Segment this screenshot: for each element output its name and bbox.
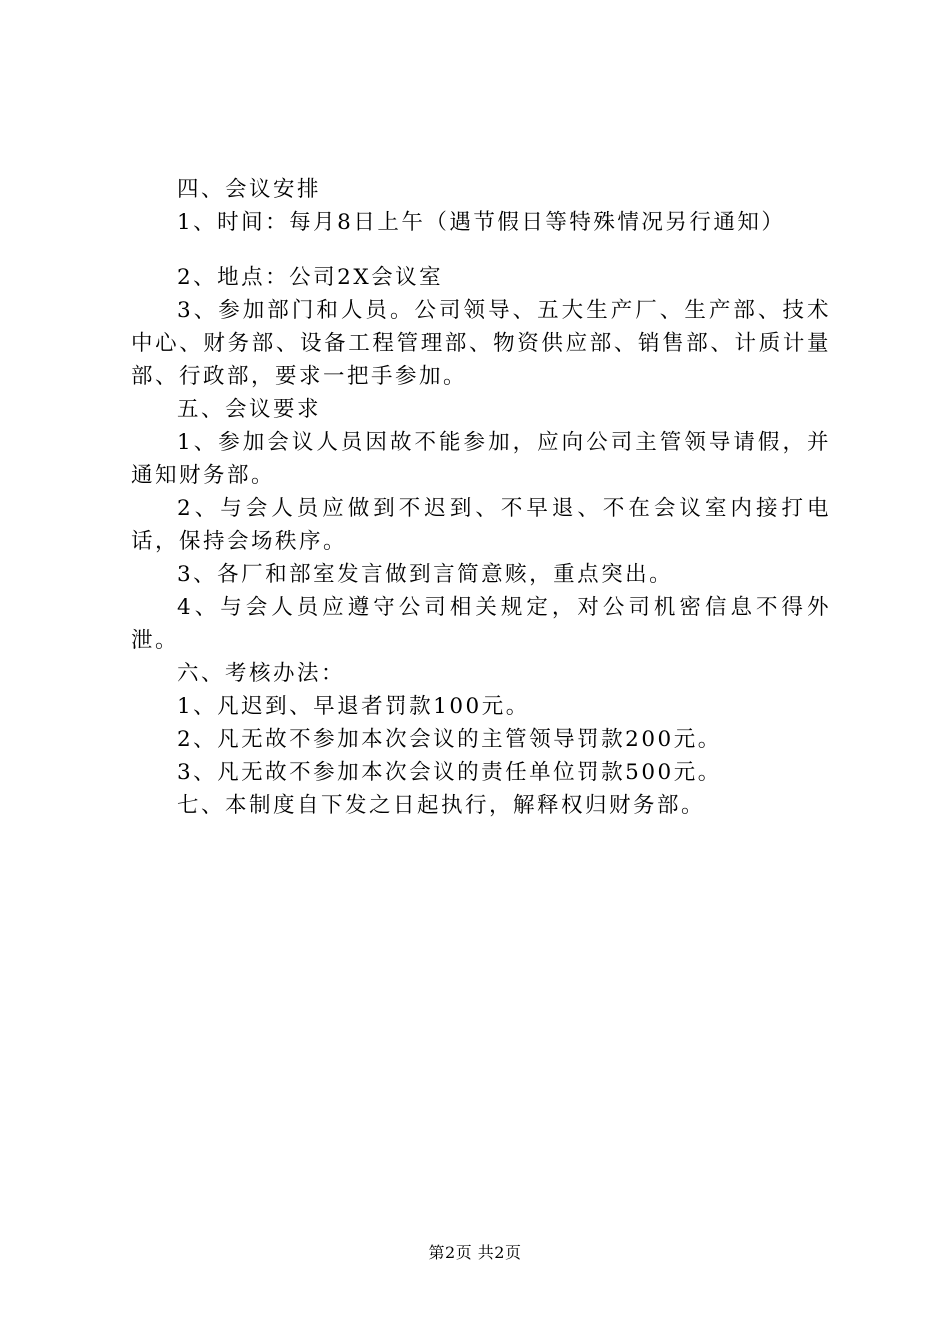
paragraph-requirement-confidentiality: 4、与会人员应遵守公司相关规定，对公司机密信息不得外泄。 [131,595,831,653]
paragraph-penalty-late: 1、凡迟到、早退者罚款100元。 [177,694,530,719]
section-heading-effective-date: 七、本制度自下发之日起执行，解释权归财务部。 [177,793,706,818]
page-number-footer: 第2页 共2页 [428,1243,522,1262]
paragraph-requirement-discipline: 2、与会人员应做到不迟到、不早退、不在会议室内接打电话，保持会场秩序。 [131,496,831,554]
paragraph-requirement-leave: 1、参加会议人员因故不能参加，应向公司主管领导请假，并通知财务部。 [131,430,831,488]
paragraph-meeting-location: 2、地点：公司2X会议室 [177,265,444,290]
section-heading-meeting-arrangement: 四、会议安排 [177,177,322,202]
paragraph-meeting-time: 1、时间：每月8日上午（遇节假日等特殊情况另行通知） [177,210,786,235]
paragraph-requirement-speech: 3、各厂和部室发言做到言简意赅，重点突出。 [177,562,674,587]
paragraph-penalty-leader: 2、凡无故不参加本次会议的主管领导罚款200元。 [177,727,722,752]
section-heading-assessment: 六、考核办法： [177,661,346,686]
document-body [131,173,831,822]
paragraph-participants: 3、参加部门和人员。公司领导、五大生产厂、生产部、技术中心、财务部、设备工程管理部、物资供应部、销售部、计质计量部、行政部，要求一把手参加。 [131,298,831,389]
paragraph-penalty-unit: 3、凡无故不参加本次会议的责任单位罚款500元。 [177,760,722,785]
section-heading-meeting-requirements: 五、会议要求 [177,397,322,422]
